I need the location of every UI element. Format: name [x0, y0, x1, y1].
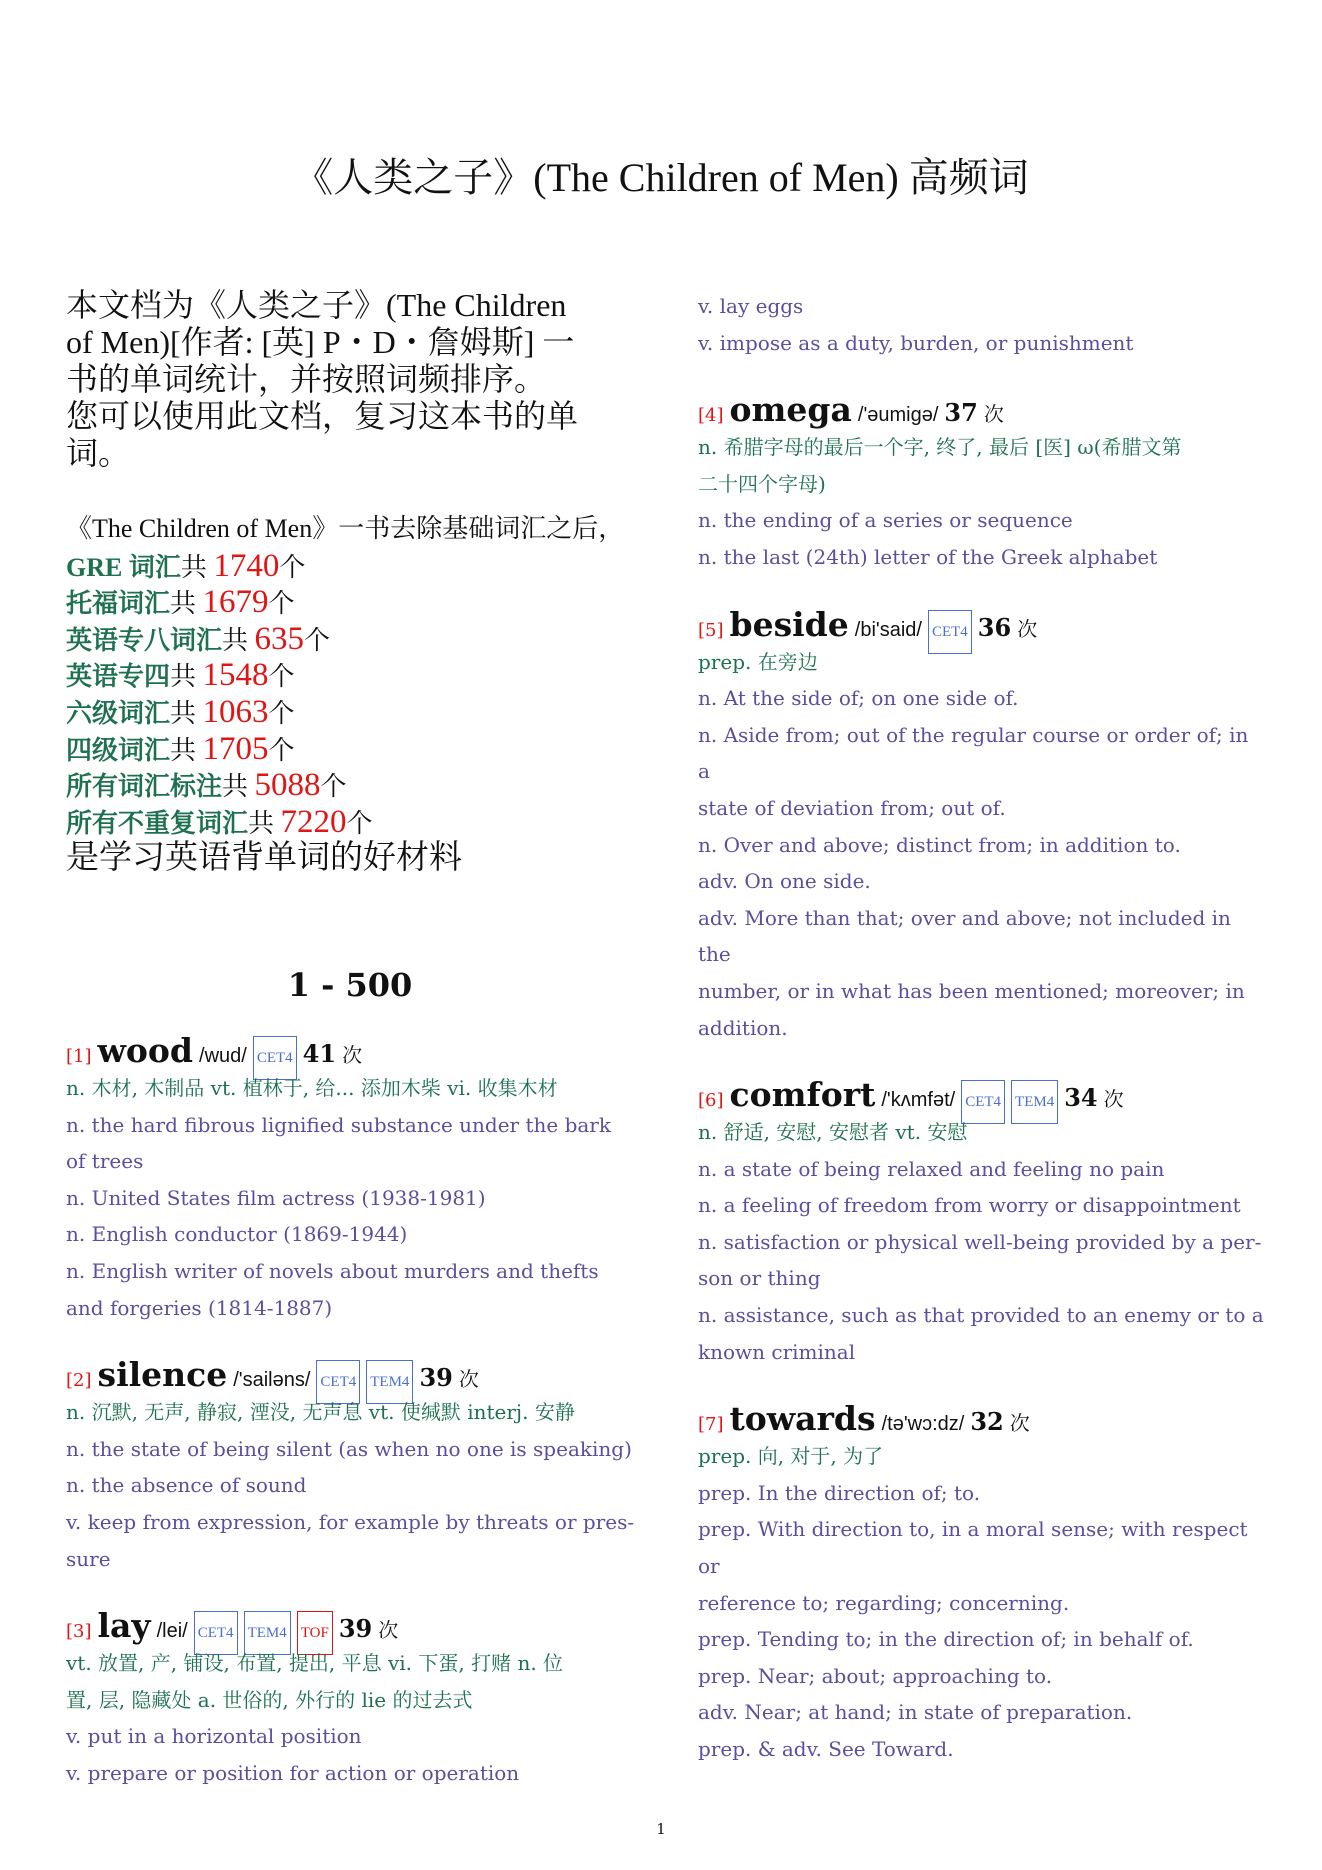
entry-header [698, 1400, 1268, 1438]
definition-en: n. a state of being relaxed and feeling no pain [698, 1156, 1165, 1181]
entry-index: [6] [698, 1090, 724, 1112]
stats-mid: 共 [170, 698, 203, 728]
stats-count: 1548 [202, 657, 269, 694]
definition-en: v. lay eggs [698, 294, 804, 318]
stats-closing: 是学习英语背单词的好材料 [66, 840, 462, 877]
definition-en: sure [66, 1546, 111, 1571]
word-entry [698, 1076, 1268, 1370]
definition-en: adv. More than that; over and above; not included in [698, 905, 1231, 930]
definition-en: of trees [66, 1149, 144, 1174]
stats-row [66, 621, 638, 658]
entry-index: [5] [698, 619, 724, 641]
headword: beside [729, 604, 849, 644]
definition-en: or [698, 1554, 720, 1579]
word-entry [698, 1400, 1268, 1767]
exam-badge: TEM4 [244, 1611, 291, 1655]
intro-line: 书的单词统计，并按照词频排序。 [66, 361, 547, 397]
count-suffix: 次 [1009, 1411, 1030, 1436]
definition-en: n. the absence of sound [66, 1473, 307, 1498]
entry-index: [1] [66, 1046, 92, 1067]
stats-unit: 个 [279, 552, 306, 582]
exam-badge: CET4 [928, 610, 972, 654]
stats-row [66, 584, 638, 621]
definition-en: adv. On one side. [698, 869, 871, 894]
stats-mid: 共 [222, 625, 255, 655]
definition-en: n. the state of being silent (as when no one is speaking) [66, 1436, 632, 1461]
right-column [698, 288, 1268, 1798]
headword: omega [729, 390, 852, 430]
word-entry [66, 1032, 636, 1326]
stats-mid: 共 [180, 552, 214, 582]
definition-en: prep. In the direction of; to. [698, 1480, 981, 1505]
stats-count: 5088 [254, 767, 321, 804]
stats-count: 7220 [280, 803, 347, 840]
definition-en: a [698, 759, 710, 784]
definition-en: n. the last (24th) letter of the Greek alphabet [698, 544, 1158, 569]
stats-mid: 共 [170, 735, 203, 765]
definition-en: v. prepare or position for action or operation [66, 1760, 520, 1785]
definition-zh: 置, 层, 隐藏处 a. 世俗的, 外行的 lie 的过去式 [66, 1687, 473, 1712]
stats-unit: 个 [320, 772, 347, 802]
count-suffix: 次 [1103, 1087, 1124, 1112]
stats-lead: 《The Children of Men》一书去除基础词汇之后， [66, 514, 625, 543]
word-entry [66, 1607, 636, 1791]
entry-header [698, 391, 1268, 429]
definition-en: son or thing [698, 1266, 821, 1291]
frequency-count: 41 [302, 1039, 337, 1068]
definition-en: prep. & adv. See Toward. [698, 1737, 954, 1761]
exam-badge: CET4 [253, 1036, 297, 1080]
stats-label: 托福词汇 [66, 589, 171, 619]
exam-badge: TEM4 [1011, 1080, 1058, 1124]
count-suffix: 次 [1017, 616, 1038, 641]
frequency-count: 32 [970, 1407, 1004, 1437]
definition-en: n. Aside from; out of the regular course or order of; in [698, 722, 1249, 747]
stats-row [66, 731, 638, 768]
stats-label: 英语专四 [66, 662, 171, 692]
count-suffix: 次 [378, 1618, 399, 1643]
definition-en: n. the hard fibrous lignified substance under the bark [66, 1112, 611, 1137]
page-number: 1 [656, 1820, 666, 1838]
stats-mid: 共 [222, 772, 255, 802]
stats-label: GRE 词汇 [66, 552, 181, 582]
stats-count: 635 [254, 620, 305, 657]
phonetic: /'kʌmfət/ [881, 1089, 956, 1112]
word-entry [698, 606, 1268, 1047]
definition-zh: n. 木材, 木制品 vt. 植林于, 给... 添加木柴 vi. 收集木材 [66, 1076, 558, 1100]
frequency-count: 36 [977, 612, 1012, 642]
phonetic: /tə'wɔ:dz/ [881, 1413, 965, 1436]
definition-en: v. put in a horizontal position [66, 1724, 362, 1749]
stats-unit: 个 [268, 589, 295, 619]
word-entry [698, 391, 1268, 575]
count-suffix: 次 [458, 1367, 479, 1392]
stats-count: 1679 [202, 584, 269, 621]
headword: lay [97, 1606, 151, 1646]
page-title: 《人类之子》(The Children of Men) 高频词 [293, 155, 1029, 200]
entry-header [698, 1076, 1268, 1114]
entry-header [698, 606, 1268, 644]
entry-index: [3] [66, 1621, 92, 1643]
definition-en: prep. Near; about; approaching to. [698, 1663, 1053, 1688]
definition-en: n. English conductor (1869-1944) [66, 1222, 408, 1247]
stats-unit: 个 [268, 662, 295, 692]
definition-zh: n. 希腊字母的最后一个字, 终了, 最后 [医] ω(希腊文第 [698, 435, 1182, 460]
entry-index: [2] [66, 1370, 92, 1392]
entry-continuation [698, 288, 1268, 361]
intro-paragraph [66, 287, 638, 472]
entry-header [66, 1032, 636, 1070]
exam-badge: TOF [297, 1611, 333, 1655]
definition-en: prep. With direction to, in a moral sense; with respect [698, 1517, 1248, 1542]
definition-zh: n. 沉默, 无声, 静寂, 湮没, 无声息 vt. 使缄默 interj. 安静 [66, 1400, 575, 1425]
word-entry [66, 1356, 636, 1577]
exam-badge: CET4 [194, 1611, 238, 1655]
definition-en: prep. Tending to; in the direction of; in behalf of. [698, 1627, 1194, 1652]
definition-en: n. At the side of; on one side of. [698, 686, 1019, 711]
definition-zh: vt. 放置, 产, 铺设, 布置, 提出, 平息 vi. 下蛋, 打赌 n. 位 [66, 1651, 564, 1676]
stats-label: 所有不重复词汇 [66, 808, 249, 838]
stats-label: 六级词汇 [66, 698, 171, 728]
stats-unit: 个 [268, 735, 295, 765]
exam-badge: CET4 [316, 1360, 360, 1404]
stats-label: 四级词汇 [66, 735, 171, 765]
stats-row [66, 767, 638, 804]
count-suffix: 次 [342, 1043, 363, 1067]
headword: towards [729, 1399, 876, 1439]
stats-row [66, 804, 638, 841]
phonetic: /lei/ [156, 1620, 188, 1643]
intro-line: 词。 [66, 435, 131, 471]
definition-en: addition. [698, 1015, 788, 1040]
stats-mid: 共 [170, 589, 203, 619]
definition-en: state of deviation from; out of. [698, 795, 1006, 820]
frequency-count: 37 [944, 398, 978, 428]
frequency-count: 39 [338, 1614, 373, 1644]
stats-count: 1063 [202, 693, 269, 730]
definition-en: n. satisfaction or physical well-being provided by a per- [698, 1229, 1262, 1254]
phonetic: /'sailəns/ [233, 1369, 311, 1392]
stats-mid: 共 [248, 808, 281, 838]
definition-zh: n. 舒适, 安慰, 安慰者 vt. 安慰 [698, 1120, 968, 1145]
exam-badge: TEM4 [366, 1360, 413, 1404]
stats-count: 1740 [213, 547, 280, 584]
entry-index: [7] [698, 1414, 724, 1436]
phonetic: /bi'said/ [854, 618, 922, 641]
definition-zh: 二十四个字母) [698, 471, 826, 496]
definition-en: n. Over and above; distinct from; in addition to. [698, 832, 1181, 857]
stats-label: 英语专八词汇 [66, 625, 223, 655]
stats-unit: 个 [304, 625, 331, 655]
intro-line: of Men)[作者: [英] P・D・詹姆斯] 一 [66, 324, 575, 360]
frequency-count: 39 [419, 1363, 453, 1393]
frequency-count: 34 [1064, 1083, 1098, 1113]
count-suffix: 次 [983, 402, 1004, 427]
left-column [66, 1032, 636, 1822]
definition-en: reference to; regarding; concerning. [698, 1590, 1070, 1615]
definition-en: n. English writer of novels about murders and thefts [66, 1258, 599, 1283]
entry-header [66, 1607, 636, 1645]
stats-row [66, 657, 638, 694]
definition-zh: prep. 在旁边 [698, 649, 818, 674]
phonetic: /'əumigə/ [857, 404, 939, 427]
definition-en: n. assistance, such as that provided to an enemy or to a [698, 1303, 1264, 1328]
definition-en: v. keep from expression, for example by threats or pres- [66, 1509, 635, 1534]
stats-row [66, 694, 638, 731]
definition-en: known criminal [698, 1339, 856, 1364]
exam-badge: CET4 [961, 1080, 1005, 1124]
entry-header [66, 1356, 636, 1394]
range-heading: 1 - 500 [287, 966, 413, 1004]
stats-mid: 共 [170, 662, 203, 692]
definition-zh: prep. 向, 对于, 为了 [698, 1444, 884, 1469]
intro-line: 您可以使用此文档，复习这本书的单 [66, 398, 579, 434]
stats-row [66, 548, 638, 585]
phonetic: /wud/ [199, 1045, 247, 1067]
definition-en: and forgeries (1814-1887) [66, 1295, 333, 1320]
headword: silence [97, 1355, 228, 1395]
stats-label: 所有词汇标注 [66, 772, 223, 802]
definition-en: adv. Near; at hand; in state of preparation. [698, 1700, 1133, 1725]
definition-en: n. the ending of a series or sequence [698, 508, 1073, 533]
intro-line: 本文档为《人类之子》(The Children [66, 287, 567, 323]
headword: wood [97, 1031, 194, 1070]
definition-en: n. a feeling of freedom from worry or disappointment [698, 1193, 1241, 1218]
definition-en: n. United States film actress (1938-1981) [66, 1185, 486, 1210]
entry-index: [4] [698, 405, 724, 427]
stats-unit: 个 [346, 808, 373, 838]
headword: comfort [729, 1075, 876, 1115]
vocabulary-stats [66, 511, 638, 877]
definition-en: v. impose as a duty, burden, or punishment [698, 330, 1134, 355]
stats-unit: 个 [268, 698, 295, 728]
definition-en: number, or in what has been mentioned; moreover; in [698, 978, 1245, 1003]
definition-en: the [698, 942, 731, 967]
stats-count: 1705 [202, 730, 269, 767]
